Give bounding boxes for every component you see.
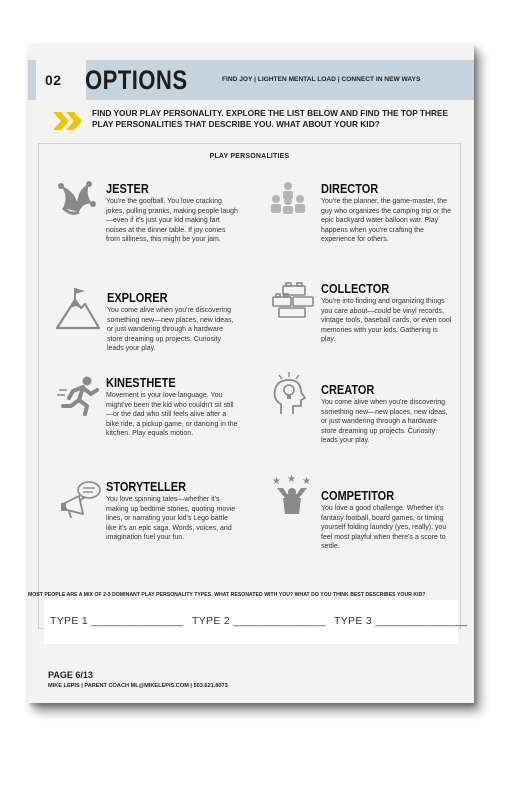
personality-description: You come alive when you're discovering something new—new places, new ideas, or just wandering through a hardware store dreaming up projects. Curiosity leads your play. [321, 399, 448, 444]
personality-name: EXPLORER [107, 291, 168, 305]
personality-description: You come alive when you're discovering something new—new places, new ideas, or just wandering through a hardware store dreaming up projects. Curiosity leads your play. [107, 307, 234, 352]
personality-name: CREATOR [321, 383, 375, 397]
play-personalities-panel [38, 143, 461, 629]
personality-name: JESTER [106, 182, 149, 196]
type-2-field[interactable]: TYPE 2 _______________ [192, 615, 326, 627]
intro-line-2: PLAY PERSONALITIES THAT DESCRIBE YOU. WHAT ABOUT YOUR KID? [92, 119, 380, 129]
type-1-field[interactable]: TYPE 1 _______________ [50, 615, 184, 627]
personality-name: STORYTELLER [106, 480, 187, 494]
header-tagline: FIND JOY | LIGHTEN MENTAL LOAD | CONNECT IN NEW WAYS [222, 76, 421, 83]
svg-text:★: ★ [272, 476, 281, 487]
page-title: OPTIONS [85, 65, 188, 95]
personality-description: You're the planner, the game-master, the guy who organizes the camping trip or the epic backyard water balloon war. Play happens when you're crafting the experience for others. [321, 198, 451, 243]
worksheet-page [28, 44, 474, 703]
personality-name: KINESTHETE [106, 376, 176, 390]
personality-description: You love spinning tales—whether it's making up bedtime stories, quoting movie lines, or narrating your kid's Lego battle like it's an epic saga. Words, voices, and imagination fuel your fun. [106, 496, 236, 541]
page-number: PAGE 6/13 [48, 670, 93, 680]
personality-name: COMPETITOR [321, 489, 395, 503]
head-lightbulb-icon [271, 370, 311, 416]
svg-text:★: ★ [302, 476, 311, 487]
personality-description: Movement is your love language. You might've been the kid who couldn't sit still—or the dad who still feels alive after a bike ride, a pickup game, or dancing in the kitchen. Play equals motion. [106, 392, 238, 437]
building-blocks-icon [269, 280, 317, 320]
svg-text:★: ★ [287, 474, 296, 485]
type-answer-box [44, 600, 468, 644]
runner-icon [57, 376, 103, 416]
personality-description: You're into finding and organizing things you care about—could be vinyl records, vintage tools, baseball cards, or even cool memories with your kids. Gathering is play. [321, 298, 452, 343]
section-number: 02 [45, 72, 62, 88]
chevron-arrows-icon [53, 112, 85, 130]
personality-name: COLLECTOR [321, 282, 390, 296]
footer-contact: MIKE LEPIS | PARENT COACH ML@MIKELEPIS.COM | 503.621.8073 [48, 683, 228, 689]
intro-line-1: FIND YOUR PLAY PERSONALITY. EXPLORE THE LIST BELOW AND FIND THE TOP THREE [92, 108, 449, 118]
personality-name: DIRECTOR [321, 182, 379, 196]
personality-description: You love a good challenge. Whether it's fantasy football, board games, or timing yourself folding laundry (yes, really), you feel most playful when there's a score to settle. [321, 505, 447, 550]
mix-footnote: MOST PEOPLE ARE A MIX OF 2-3 DOMINANT PLAY PERSONALITY TYPES. WHAT RESONATED WITH YOU? WHAT DO YOU THINK BEST DESCRIBES YOUR KID? [28, 592, 426, 598]
section-header [28, 60, 474, 100]
megaphone-speech-icon [59, 478, 103, 520]
jester-hat-icon [55, 178, 99, 222]
panel-title: PLAY PERSONALITIES [209, 153, 290, 160]
personality-description: You're the goofball. You love cracking jokes, pulling pranks, making people laugh—even if it's just your kid making fart noises at the dinner table. If joy comes from silliness, this might be your jam. [106, 198, 238, 243]
type-3-field[interactable]: TYPE 3 _______________ [334, 615, 468, 627]
mountain-flag-icon [55, 286, 101, 330]
trophy-winner-icon [269, 474, 315, 516]
audience-presenter-icon [269, 180, 307, 214]
intro-instructions [92, 108, 452, 130]
